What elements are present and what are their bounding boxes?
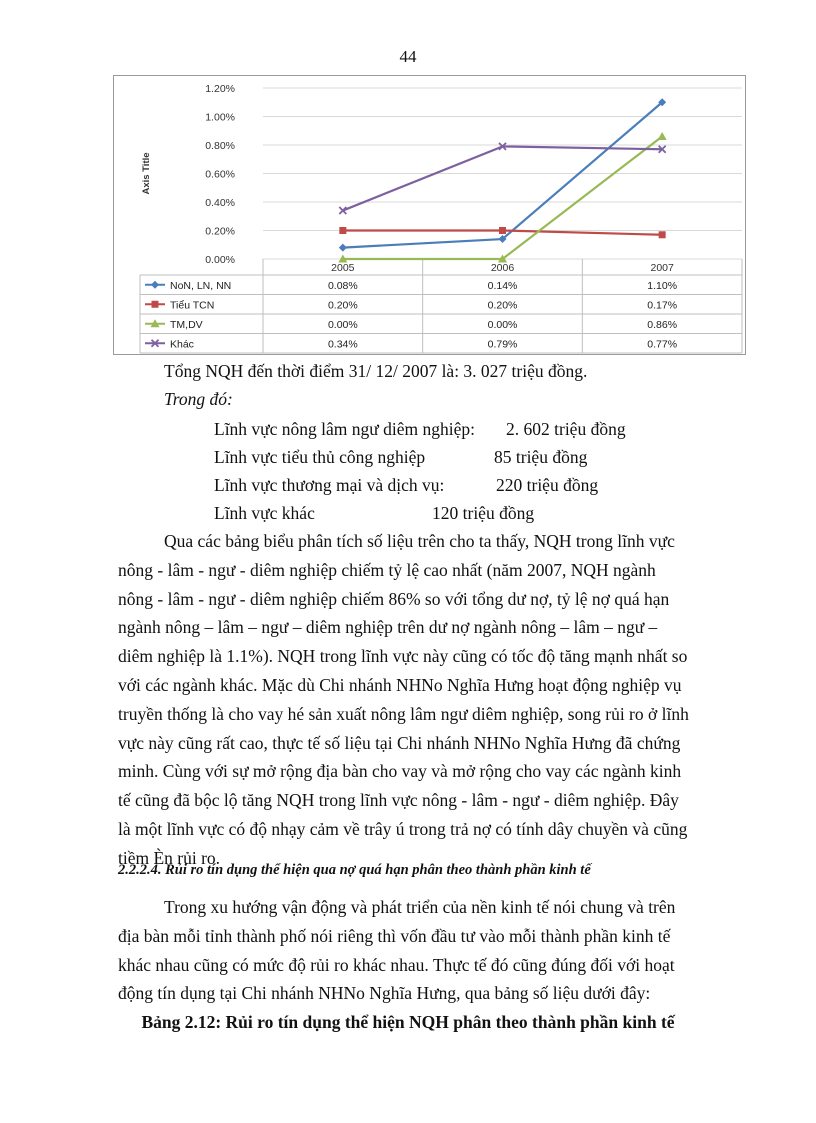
paragraph-line: vực này cũng rất cao, thực tế số liệu tại Chi nhánh NHNo Nghĩa Hưng đã chứng [118,732,681,753]
total-overdue-text: Tổng NQH đến thời điểm 31/ 12/ 2007 là: 3. 027 triệu đồng. [164,361,588,381]
x-category-label: 2005 [331,262,355,274]
data-table-cell: 0.00% [327,318,358,331]
x-category-label: 2007 [650,262,674,274]
data-table-cell: 0.00% [487,318,518,331]
paragraph-line: khác nhau cũng có mức độ rủi ro khác nhau. Thực tế đó cũng đúng đối với hoạt [118,954,675,975]
item-label-handicraft: Lĩnh vực tiểu thủ công nghiệp [214,447,426,467]
legend-marker [152,301,159,308]
paragraph-line: tiềm Èn rủi ro. [118,847,221,868]
section-heading: 2.2.2.4. Rủi ro tín dụng thể hiện qua nợ quá hạn phân theo thành phần kinh tế [118,862,591,878]
item-value-trade: 220 triệu đồng [496,475,599,495]
paragraph-line: nông - lâm - ngư - diêm nghiệp chiếm tỷ lệ cao nhất (năm 2007, NQH ngành [118,559,656,580]
y-axis-title: Axis Title [141,152,152,195]
intro-paragraph [118,893,746,1008]
page-number: 44 [399,47,417,66]
paragraph-line: nông - lâm - ngư - diêm nghiệp chiếm 86% so với tổng dư nợ, tỷ lệ nợ quá hạn [118,588,670,609]
y-tick-label: 0.80% [205,140,235,152]
paragraph-line: minh. Cùng với sự mở rộng địa bàn cho vay và mở rộng cho vay các ngành kinh [118,761,682,782]
data-point [339,227,346,234]
paragraph-line: động tín dụng tại Chi nhánh NHNo Nghĩa Hưng, qua bảng số liệu dưới đây: [118,983,651,1004]
data-table-cell: 0.17% [647,299,678,312]
analysis-paragraph [118,527,746,873]
in-which-label: Trong đó: [164,389,233,409]
y-tick-label: 0.40% [205,197,235,209]
legend-label: Tiểu TCN [170,299,215,312]
legend-label: Khác [170,338,194,351]
table-title: Bảng 2.12: Rủi ro tín dụng thể hiện NQH phân theo thành phần kinh tế [141,1012,675,1032]
data-point [499,227,506,234]
paragraph-line: là một lĩnh vực có độ nhạy cảm về trây ú trong trả nợ có tính dây chuyền và cũng [118,818,688,839]
data-table-cell: 0.20% [487,299,518,312]
y-tick-label: 1.00% [205,111,235,124]
x-category-label: 2006 [490,262,515,274]
item-label-other: Lĩnh vực khác [214,503,315,523]
legend-label: NoN, LN, NN [170,279,232,292]
item-label-trade: Lĩnh vực thương mại và dịch vụ: [214,475,445,495]
paragraph-line: với các ngành khác. Mặc dù Chi nhánh NHNo Nghĩa Hưng hoạt động nghiệp vụ [118,674,682,695]
item-value-other: 120 triệu đồng [432,503,535,523]
data-table-cell: 0.86% [647,318,678,331]
paragraph-line: diêm nghiệp là 1.1%). NQH trong lĩnh vực này cũng có tốc độ tăng mạnh nhất so [118,646,688,667]
data-table-cell: 0.34% [327,338,358,351]
paragraph-line: Qua các bảng biểu phân tích số liệu trên cho ta thấy, NQH trong lĩnh vực [164,531,675,551]
paragraph-line: truyền thống là cho vay hé sản xuất nông lâm ngư diêm nghiệp, song rủi ro ở lĩnh [118,703,689,724]
paragraph-line: ngành nông – lâm – ngư – diêm nghiệp trên dư nợ ngành nông – lâm – ngư – [118,617,658,638]
paragraph-line: tế cũng đã bộc lộ tăng NQH trong lĩnh vực nông - lâm - ngư - diêm nghiệp. Đây [118,790,679,811]
legend-label: TM,DV [170,318,203,331]
data-point [659,231,666,238]
y-tick-label: 0.60% [205,168,235,181]
paragraph-line: địa bàn mỗi tỉnh thành phố nói riêng thì vốn đầu tư vào mỗi thành phần kinh tế [118,925,671,946]
y-tick-label: 0.20% [205,225,235,238]
data-table-cell: 0.20% [327,299,358,312]
y-tick-label: 1.20% [205,83,235,95]
data-table-cell: 0.77% [647,338,678,351]
data-table-cell: 1.10% [647,279,678,292]
item-label-agri: Lĩnh vực nông lâm ngư diêm nghiệp: [214,419,476,439]
line-chart [113,75,746,355]
item-value-handicraft: 85 triệu đồng [494,447,588,467]
paragraph-line: Trong xu hướng vận động và phát triển của nền kinh tế nói chung và trên [164,897,676,917]
y-tick-label: 0.00% [205,254,235,266]
data-table-cell: 0.14% [487,279,518,292]
data-table-cell: 0.08% [327,279,358,292]
item-value-agri: 2. 602 triệu đồng [506,419,626,439]
data-table-cell: 0.79% [487,338,518,351]
